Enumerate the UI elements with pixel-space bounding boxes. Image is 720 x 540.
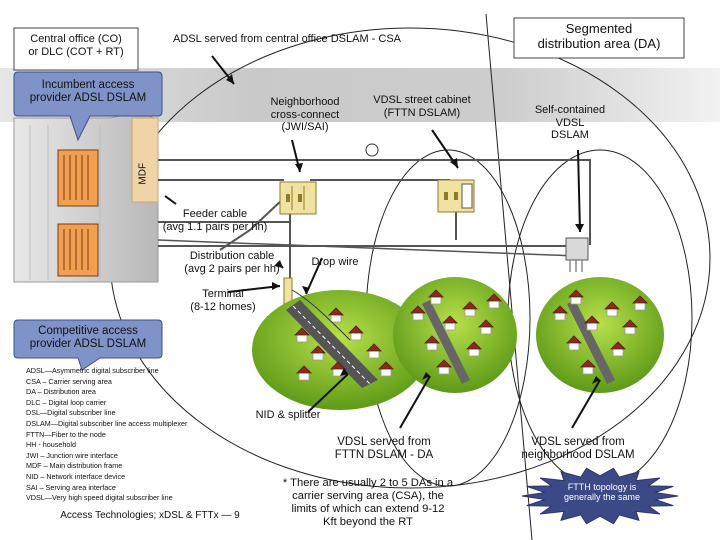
vdsl-cabinet-icon <box>438 180 474 212</box>
glossary-item: DSLAM—Digital subscriber line access multiplexer <box>26 418 188 428</box>
adsl-served-label: ADSL served from central office DSLAM - CSA <box>172 33 402 45</box>
cross-connect-cabinet-icon <box>280 182 316 214</box>
glossary-item: VDSL—Very high speed digital subscriber line <box>26 493 173 503</box>
glossary-item: NID – Network interface device <box>26 471 126 481</box>
glossary-item: FTTN—Fiber to the node <box>26 429 106 439</box>
glossary-item: JWI – Junction wire interface <box>26 450 118 460</box>
vdsl-neighborhood-label: VDSL served from neighborhood DSLAM <box>521 436 635 462</box>
central-office-label: Central office (CO) or DLC (COT + RT) <box>28 33 124 58</box>
glossary-item: HH - household <box>26 440 76 450</box>
terminal-icon <box>284 278 292 304</box>
feeder-label: Feeder cable (avg 1.1 pairs per hh) <box>162 208 268 233</box>
footnote: * There are usually 2 to 5 DAs in a carrier serving area (CSA), the limits of which can extend 9-12 Kft beyond the RT <box>282 477 454 528</box>
competitive-label: Competitive access provider ADSL DSLAM <box>29 325 147 351</box>
ftth-label: FTTH topology is generally the same <box>563 482 641 503</box>
glossary-item: CSA – Carrier serving area <box>26 376 112 386</box>
splice-point-icon <box>366 144 378 156</box>
self-contained-dslam-icon <box>566 238 588 272</box>
glossary-item: DA – Distribution area <box>26 387 96 397</box>
vdsl-fttn-label: VDSL served from FTTN DSLAM - DA <box>334 436 434 462</box>
vdsl-cabinet-label: VDSL street cabinet (FTTN DSLAM) <box>373 94 471 119</box>
neighborhood-label: Neighborhood cross-connect (JWI/SAI) <box>270 96 340 134</box>
drop-wire-label: Drop wire <box>311 256 359 268</box>
neighborhood-3 <box>536 277 664 393</box>
nid-label: NID & splitter <box>255 409 321 421</box>
distribution-label: Distribution cable (avg 2 pairs per hh) <box>184 250 280 275</box>
footer-label: Access Technologies; xDSL & FTTx — 9 <box>60 510 240 521</box>
segmented-da-label: Segmented distribution area (DA) <box>537 21 661 51</box>
glossary-item: ADSL—Asymmetric digital subscriber line <box>26 366 159 375</box>
glossary-item: DLC – Digital loop carrier <box>26 397 107 407</box>
neighborhood-2 <box>393 277 517 393</box>
terminal-label: Terminal (8-12 homes) <box>190 288 256 313</box>
mdf-label: MDF <box>137 162 149 185</box>
glossary <box>26 366 266 504</box>
glossary-item: DSL—Digital subscriber line <box>26 408 116 418</box>
incumbent-label: Incumbent access provider ADSL DSLAM <box>29 79 147 105</box>
glossary-item: SAI – Serving area interface <box>26 482 116 492</box>
self-contained-label: Self-contained VDSL DSLAM <box>534 104 606 142</box>
glossary-item: MDF – Main distribution frame <box>26 461 123 471</box>
